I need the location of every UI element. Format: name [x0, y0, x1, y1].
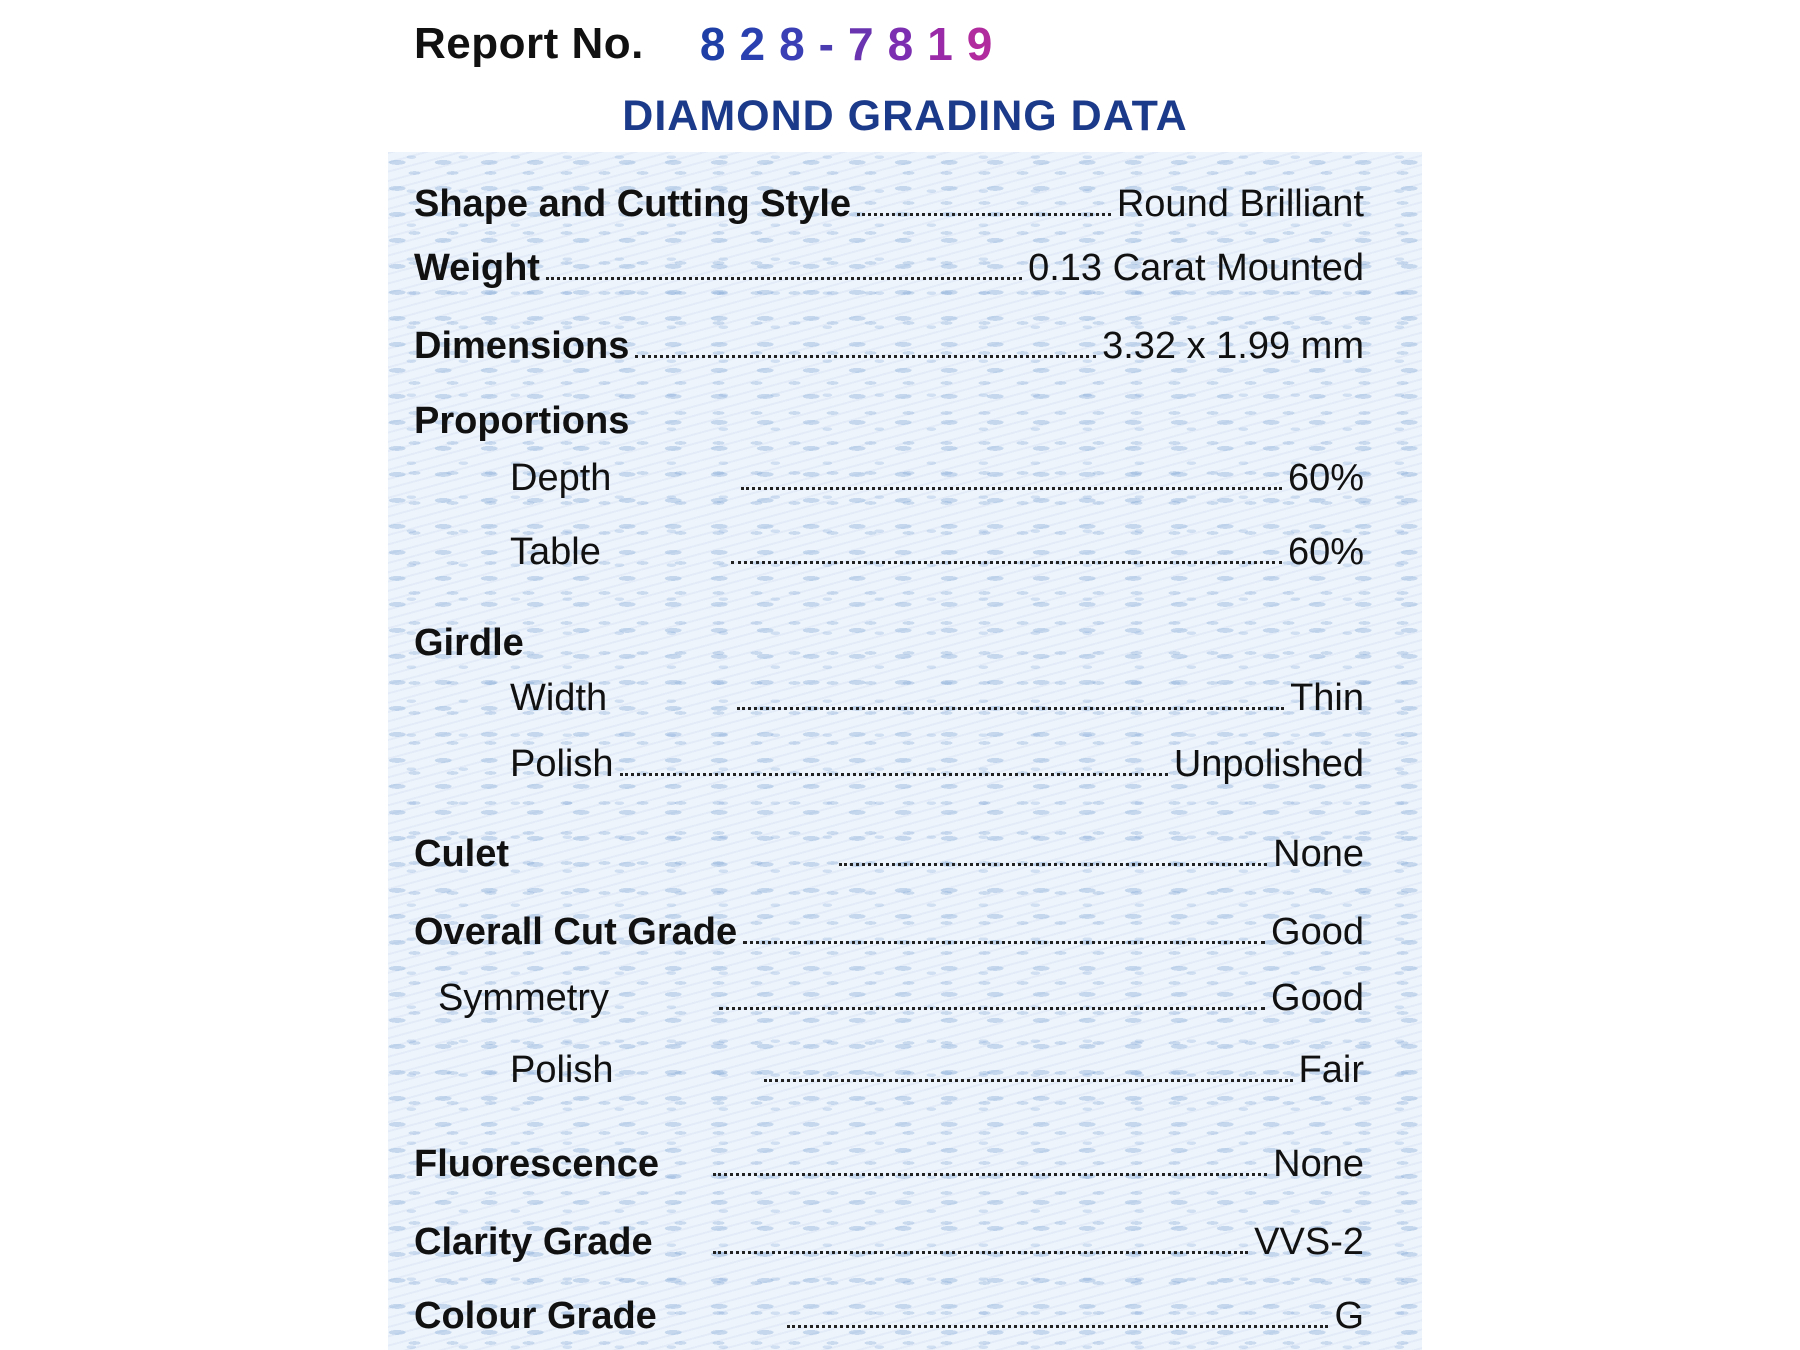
- colour-value: G: [1334, 1295, 1364, 1337]
- report-number-label: Report No.: [414, 19, 644, 68]
- girdle-width-value: Thin: [1290, 677, 1364, 719]
- girdle-polish-value: Unpolished: [1173, 743, 1364, 785]
- culet-label: Culet: [414, 833, 509, 875]
- report-digit: 8: [887, 18, 928, 70]
- report-digit: 8: [699, 18, 740, 70]
- report-digit: 1: [927, 18, 967, 70]
- depth-row: [414, 444, 1364, 500]
- leader-dots: [713, 1251, 1249, 1254]
- shape-row: [414, 170, 1364, 226]
- cut-polish-row: [414, 1036, 1364, 1092]
- table-value: 60%: [1287, 531, 1364, 573]
- cut-polish-value: Fair: [1298, 1049, 1364, 1091]
- depth-value: 60%: [1287, 457, 1364, 499]
- leader-dots: [741, 487, 1282, 490]
- colour-row: [414, 1282, 1364, 1338]
- table-row: [414, 518, 1364, 574]
- weight-row: [414, 234, 1364, 290]
- girdle-polish-label: Polish: [510, 743, 614, 785]
- report-digit: 8: [779, 18, 819, 70]
- leader-dots: [719, 1007, 1265, 1010]
- weight-label: Weight: [414, 247, 540, 289]
- leader-dots: [620, 773, 1168, 776]
- leader-dots: [787, 1325, 1329, 1328]
- cut-grade-row: [414, 898, 1364, 954]
- colour-label: Colour Grade: [414, 1295, 657, 1337]
- dimensions-row: [414, 312, 1364, 368]
- symmetry-row: [414, 964, 1364, 1020]
- leader-dots: [743, 941, 1265, 944]
- leader-dots: [857, 213, 1111, 216]
- report-number-row: [414, 14, 1006, 74]
- report-digit: 2: [739, 18, 780, 70]
- document-heading: DIAMOND GRADING DATA: [622, 92, 1188, 140]
- depth-label: Depth: [510, 457, 612, 499]
- report-digit: -: [818, 18, 848, 70]
- girdle-heading: Girdle: [414, 622, 524, 664]
- girdle-polish-row: [414, 730, 1364, 786]
- shape-value: Round Brilliant: [1116, 183, 1364, 225]
- weight-value: 0.13 Carat Mounted: [1028, 247, 1364, 289]
- clarity-value: VVS-2: [1254, 1221, 1364, 1263]
- girdle-width-label: Width: [510, 677, 608, 719]
- fluorescence-label: Fluorescence: [414, 1143, 659, 1185]
- cut-grade-label: Overall Cut Grade: [414, 911, 738, 953]
- culet-row: [414, 820, 1364, 876]
- leader-dots: [546, 277, 1022, 280]
- table-label: Table: [510, 531, 601, 573]
- girdle-width-row: [414, 664, 1364, 720]
- symmetry-value: Good: [1271, 977, 1364, 1019]
- fluorescence-value: None: [1273, 1143, 1364, 1185]
- cut-polish-label: Polish: [510, 1049, 614, 1091]
- dimensions-value: 3.32 x 1.99 mm: [1102, 325, 1364, 367]
- leader-dots: [635, 355, 1096, 358]
- symmetry-label: Symmetry: [438, 977, 609, 1019]
- report-number-value: [700, 17, 1006, 71]
- report-digit: 7: [848, 18, 888, 70]
- clarity-row: [414, 1208, 1364, 1264]
- fluorescence-row: [414, 1130, 1364, 1186]
- clarity-label: Clarity Grade: [414, 1221, 653, 1263]
- culet-value: None: [1273, 833, 1364, 875]
- leader-dots: [731, 561, 1282, 564]
- shape-label: Shape and Cutting Style: [414, 183, 852, 225]
- dimensions-label: Dimensions: [414, 325, 630, 367]
- leader-dots: [713, 1173, 1267, 1176]
- leader-dots: [737, 707, 1284, 710]
- proportions-heading: Proportions: [414, 400, 630, 442]
- leader-dots: [764, 1079, 1293, 1082]
- leader-dots: [839, 863, 1267, 866]
- report-digit: 9: [966, 18, 1007, 70]
- cut-grade-value: Good: [1271, 911, 1364, 953]
